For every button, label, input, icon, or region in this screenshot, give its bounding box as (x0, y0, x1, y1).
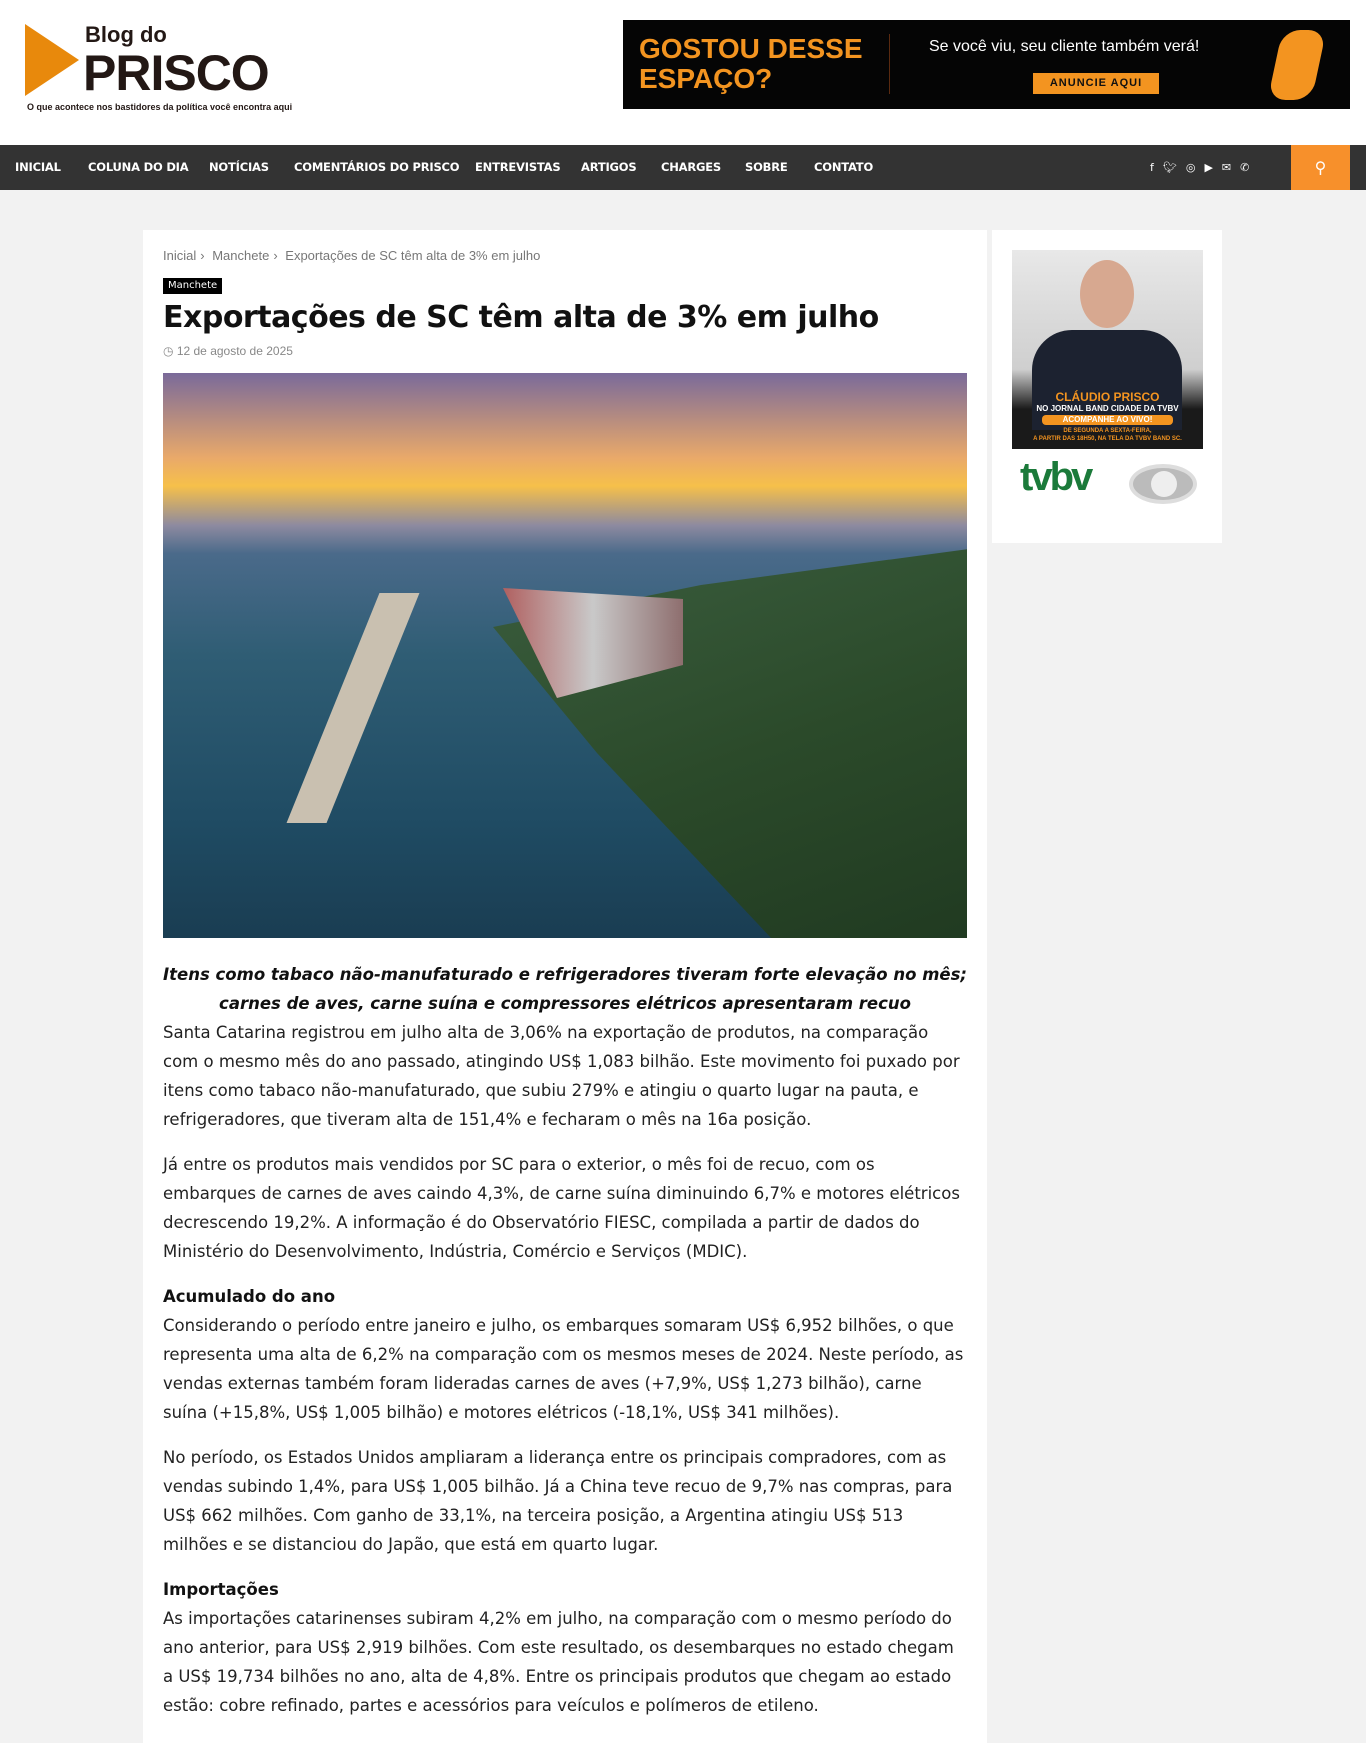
instagram-icon[interactable]: ◎ (1185, 161, 1196, 174)
post-date-text: 12 de agosto de 2025 (176, 344, 293, 358)
nav-inicial[interactable]: INICIAL (15, 160, 61, 174)
page-title: Exportações de SC têm alta de 3% em julho (163, 300, 879, 335)
promo-schedule (1012, 427, 1203, 443)
post-date (163, 344, 293, 358)
site-logo[interactable] (25, 22, 315, 114)
breadcrumb-home[interactable]: Inicial (163, 248, 197, 263)
promo-line3: ACOMPANHE AO VIVO! (1042, 415, 1173, 425)
article-subheading: Acumulado do ano (163, 1287, 336, 1306)
promo-person-head (1080, 260, 1134, 328)
search-button[interactable] (1291, 145, 1350, 190)
ad-divider (889, 34, 890, 94)
logo-arrow-icon (25, 24, 79, 96)
promo-line4: DE SEGUNDA A SEXTA-FEIRA, (1063, 428, 1152, 434)
article-lead: Itens como tabaco não-manufaturado e refrigeradores tiveram forte elevação no mês; carnes de aves, carne suína e compressores elétricos apresentaram recuo (163, 965, 968, 1013)
facebook-icon[interactable]: f (1150, 161, 1154, 174)
nav-contato[interactable]: CONTATO (814, 160, 874, 174)
article-paragraph: Já entre os produtos mais vendidos por SC para o exterior, o mês foi de recuo, com os embarques de carnes de aves caindo 4,3%, de carne suína diminuindo 6,7% e motores elétricos decrescendo 19,2%. A informação é do Observatório FIESC, compilada a partir de dados do Ministério do Desenvolvimento, Indústria, Comércio e Serviços (MDIC). (163, 1155, 960, 1261)
sidebar (992, 230, 1222, 543)
clock-icon: ◷ (163, 344, 174, 358)
main-nav (0, 145, 1366, 190)
nav-noticias[interactable]: NOTÍCIAS (209, 160, 269, 174)
ad-headline: GOSTOU DESSE ESPAÇO? (639, 33, 863, 94)
site-header (0, 0, 1366, 145)
social-links (1150, 145, 1249, 190)
article-paragraph: Considerando o período entre janeiro e julho, os embarques somaram US$ 6,952 bilhões, o que representa uma alta de 6,2% na comparação com os mesmos meses de 2024. Neste período, as vendas externas também foram lideradas carnes de aves (+7,9%, US$ 1,273 bilhão), carne suína (+15,8%, US$ 1,005 bilhão) e motores elétricos (-18,1%, US$ 341 milhões). (163, 1316, 964, 1422)
nav-coluna-do-dia[interactable]: COLUNA DO DIA (88, 160, 189, 174)
breadcrumb-current: Exportações de SC têm alta de 3% em julho (285, 248, 541, 263)
article-subheading: Importações (163, 1580, 279, 1599)
featured-image (163, 373, 967, 938)
nav-charges[interactable]: CHARGES (661, 160, 721, 174)
chevron-right-icon (1268, 30, 1327, 100)
article-paragraph: Santa Catarina registrou em julho alta de 3,06% na exportação de produtos, na comparação com o mesmo mês do ano passado, atingindo US$ 1,083 bilhão. Este movimento foi puxado por itens como tabaco não-manufaturado, que subiu 279% e atingiu o quarto lugar na pauta, e refrigeradores, que tiveram alta de 151,4% e fecharam o mês na 16a posição. (163, 1023, 960, 1129)
twitter-icon[interactable]: 🐦︎ (1162, 161, 1177, 174)
header-ad-banner[interactable] (623, 20, 1350, 109)
envelope-icon[interactable]: ✉ (1221, 161, 1232, 174)
search-icon: ⚲ (1314, 158, 1327, 177)
breadcrumb-category[interactable]: Manchete (212, 248, 270, 263)
nav-comentarios[interactable]: COMENTÁRIOS DO PRISCO (294, 160, 460, 174)
category-badge[interactable]: Manchete (163, 278, 222, 294)
chevron-right-icon: › (273, 248, 278, 263)
nav-artigos[interactable]: ARTIGOS (581, 160, 637, 174)
logo-line1: Blog do (85, 22, 167, 47)
nav-entrevistas[interactable]: ENTREVISTAS (475, 160, 561, 174)
logo-tagline: O que acontece nos bastidores da política você encontra aqui (27, 102, 293, 112)
logo-line2: PRISCO (83, 45, 269, 101)
whatsapp-icon[interactable]: ✆ (1240, 161, 1250, 174)
article-body (163, 960, 967, 1736)
breadcrumb (163, 248, 544, 263)
nav-sobre[interactable]: SOBRE (745, 160, 788, 174)
article-paragraph: No período, os Estados Unidos ampliaram a liderança entre os principais compradores, com as vendas subindo 1,4%, para US$ 1,005 bilhão. Já a China teve recuo de 9,7% nas compras, para US$ 662 milhões. Com ganho de 33,1%, na terceira posição, a Argentina atingiu US$ 513 milhões e se distanciou do Japão, que está em quarto lugar. (163, 1448, 953, 1554)
article-paragraph: As importações catarinenses subiram 4,2% em julho, na comparação com o mesmo período do ano anterior, para US$ 2,919 bilhões. Com este resultado, os desembarques no estado chegam a US$ 19,734 bilhões no ano, alta de 4,8%. Entre os principais produtos que chegam ao estado estão: cobre refinado, partes e acessórios para veículos e polímeros de etileno. (163, 1609, 954, 1715)
promo-name: CLÁUDIO PRISCO (1055, 390, 1160, 404)
sidebar-promo-banner[interactable] (1012, 250, 1203, 449)
ad-slogan: Se você viu, seu cliente também verá! (929, 38, 1200, 55)
tvbv-logo: tvbv (1020, 455, 1091, 499)
article-card (143, 230, 987, 1743)
promo-line5: A PARTIR DAS 18H50, NA TELA DA TVBV BAND SC. (1033, 436, 1182, 442)
promo-line2: NO JORNAL BAND CIDADE DA TVBV (1036, 404, 1179, 413)
youtube-icon[interactable]: ▶ (1204, 161, 1213, 174)
chevron-right-icon: › (200, 248, 205, 263)
image-pier (287, 593, 420, 823)
ad-cta-button[interactable]: ANUNCIE AQUI (1033, 73, 1159, 94)
band-eye-logo-icon (1129, 464, 1197, 504)
